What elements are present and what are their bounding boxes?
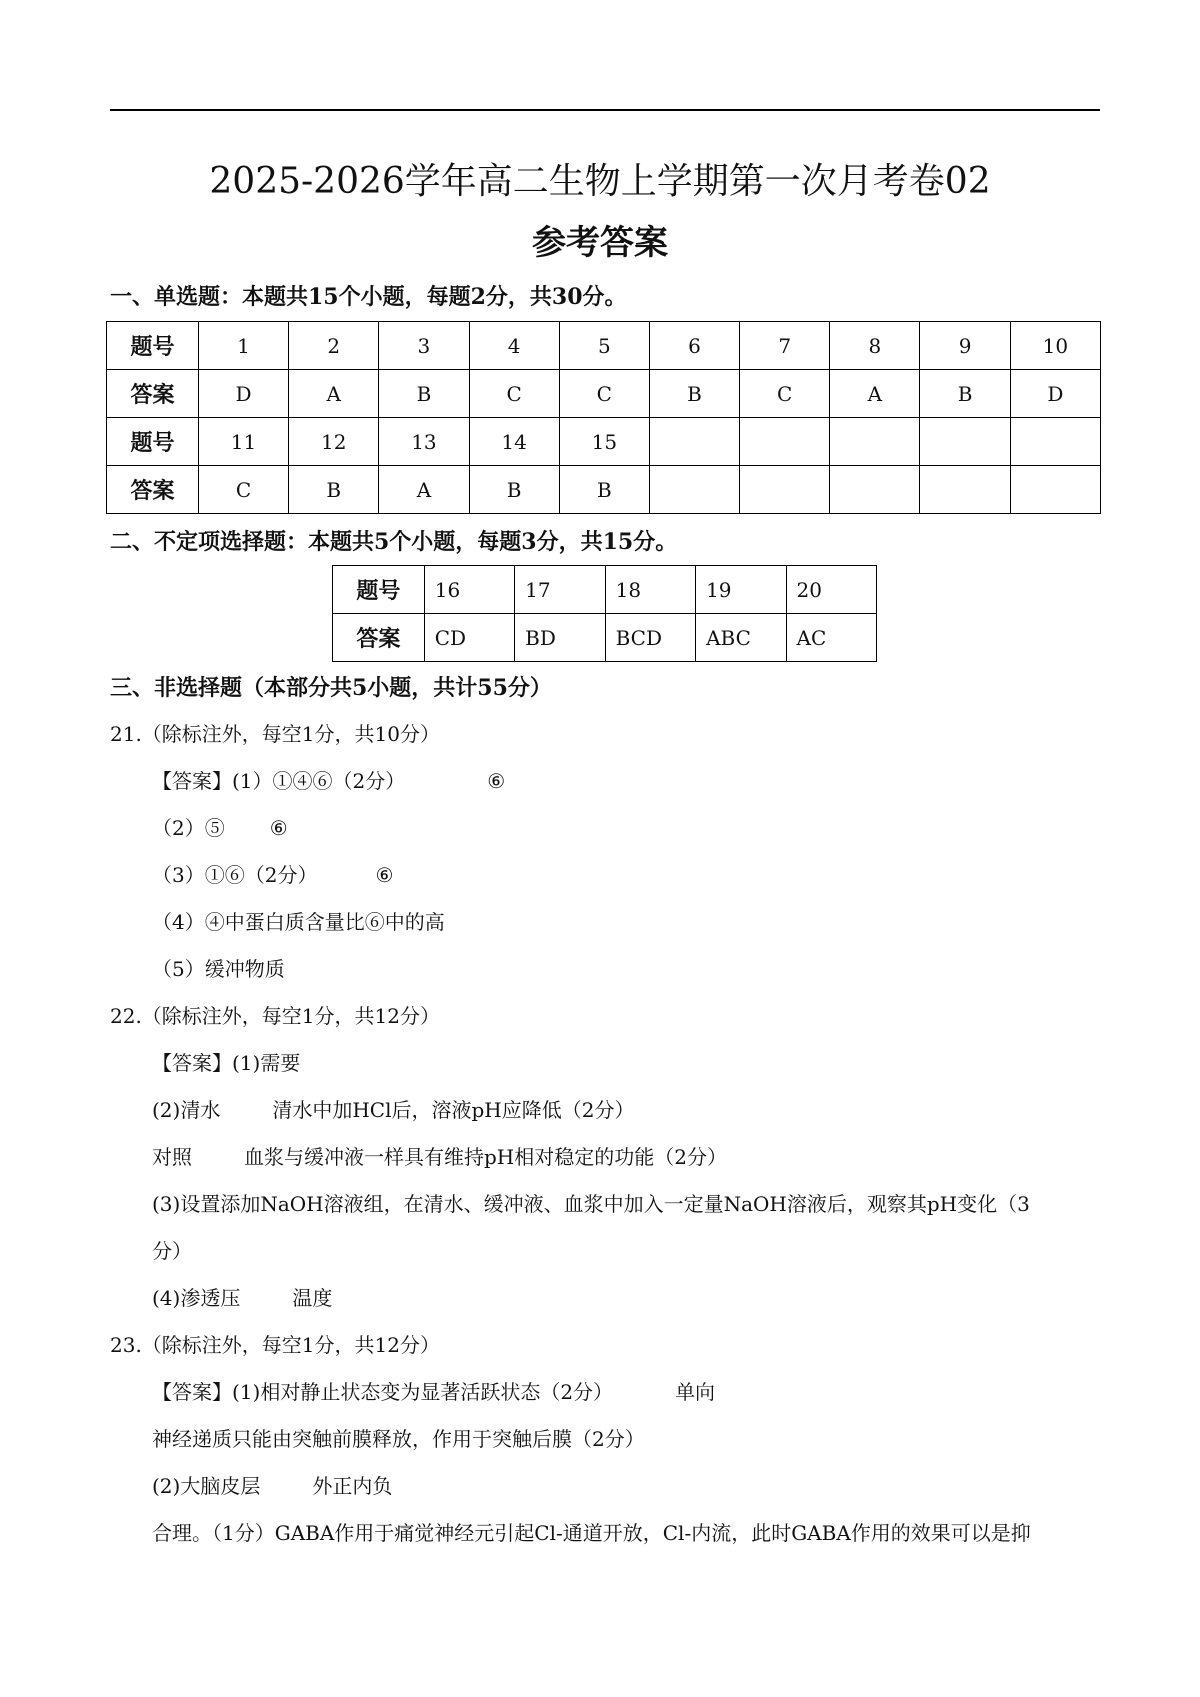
question-number-cell: 2 (289, 322, 379, 370)
q21-line5: （5）缓冲物质 (152, 957, 285, 981)
answer-cell: D (198, 370, 288, 418)
question-number-cell: 20 (786, 566, 876, 614)
question-number-cell: 14 (469, 418, 559, 466)
q23-answer-1b: 单向 (675, 1380, 716, 1404)
multi-choice-answer-table (332, 565, 877, 662)
row-label: 答案 (107, 466, 199, 514)
answer-cell (1010, 466, 1100, 514)
q21-answer-3: （3）①⑥（2分） (152, 863, 318, 887)
answer-row (107, 466, 1101, 514)
section2-heading: 二、不定项选择题：本题共5个小题，每题3分，共15分。 (110, 529, 678, 555)
answer-cell: B (920, 370, 1010, 418)
question-number-cell (1010, 418, 1100, 466)
answer-cell: D (1010, 370, 1100, 418)
answer-cell: C (740, 370, 830, 418)
answer-cell: B (469, 466, 559, 514)
answer-cell: ABC (696, 614, 786, 662)
section3-heading: 三、非选择题（本部分共5小题，共计55分） (110, 675, 552, 701)
q21-line4: （4）④中蛋白质含量比⑥中的高 (152, 910, 445, 934)
q21-answer-1: 【答案】(1）①④⑥（2分） (152, 769, 406, 793)
question-number-cell: 8 (830, 322, 920, 370)
q22-header: 22.（除标注外，每空1分，共12分） (110, 1004, 440, 1028)
q22-answer-6b: 温度 (292, 1286, 333, 1310)
question-number-cell (649, 418, 739, 466)
answer-cell: B (649, 370, 739, 418)
section1-heading: 一、单选题：本题共15个小题，每题2分，共30分。 (110, 284, 627, 310)
question-number-cell (740, 418, 830, 466)
answer-cell: B (289, 466, 379, 514)
q21-answer-2: （2）⑤ (152, 816, 225, 840)
question-number-cell (830, 418, 920, 466)
answer-cell: C (469, 370, 559, 418)
q22-line1: 【答案】(1)需要 (152, 1051, 301, 1075)
answer-cell: BD (515, 614, 605, 662)
q21-answer-3b: ⑥ (375, 863, 394, 887)
q22-answer-3a: 对照 (152, 1145, 192, 1169)
row-label: 题号 (107, 418, 199, 466)
answer-cell: B (379, 370, 469, 418)
answer-cell (740, 466, 830, 514)
question-number-cell: 13 (379, 418, 469, 466)
answer-cell: A (289, 370, 379, 418)
top-rule (110, 109, 1100, 111)
row-label: 题号 (333, 566, 425, 614)
q23-answer-1a: 【答案】(1)相对静止状态变为显著活跃状态（2分） (152, 1380, 614, 1404)
question-number-row (107, 322, 1101, 370)
question-number-row (107, 418, 1101, 466)
q23-line4: 合理。（1分）GABA作用于痛觉神经元引起Cl-通道开放，Cl-内流，此时GABA作用的效果可以是抑 (152, 1521, 1031, 1545)
question-number-cell: 19 (696, 566, 786, 614)
question-number-cell: 18 (605, 566, 695, 614)
q22-answer-6a: (4)渗透压 (152, 1286, 241, 1310)
answer-cell (920, 466, 1010, 514)
answer-cell (830, 466, 920, 514)
answer-cell: BCD (605, 614, 695, 662)
q22-line6 (152, 1284, 332, 1312)
q23-header: 23.（除标注外，每空1分，共12分） (110, 1333, 440, 1357)
row-label: 答案 (333, 614, 425, 662)
answer-cell: C (559, 370, 649, 418)
question-number-cell: 16 (424, 566, 514, 614)
answer-cell (649, 466, 739, 514)
question-number-cell: 9 (920, 322, 1010, 370)
page-subtitle: 参考答案 (532, 223, 668, 263)
question-number-cell: 6 (649, 322, 739, 370)
question-number-row (333, 566, 877, 614)
answer-cell: A (830, 370, 920, 418)
q23-line3 (152, 1472, 392, 1500)
question-number-cell: 3 (379, 322, 469, 370)
q22-answer-2a: (2)清水 (152, 1098, 221, 1122)
q22-line4: (3)设置添加NaOH溶液组，在清水、缓冲液、血浆中加入一定量NaOH溶液后，观察其pH变化（3 (152, 1192, 1030, 1216)
q23-line1 (152, 1378, 715, 1406)
q21-line3 (152, 861, 393, 889)
q23-answer-3b: 外正内负 (312, 1474, 393, 1498)
question-number-cell: 11 (198, 418, 288, 466)
q22-answer-3b: 血浆与缓冲液一样具有维持pH相对稳定的功能（2分） (244, 1145, 727, 1169)
question-number-cell: 5 (559, 322, 649, 370)
question-number-cell: 15 (559, 418, 649, 466)
answer-cell: C (198, 466, 288, 514)
page-title: 2025-2026学年高二生物上学期第一次月考卷02 (209, 161, 991, 202)
q22-answer-2b: 清水中加HCl后，溶液pH应降低（2分） (272, 1098, 635, 1122)
question-number-cell: 1 (198, 322, 288, 370)
answer-cell: AC (786, 614, 876, 662)
q23-answer-3a: (2)大脑皮层 (152, 1474, 261, 1498)
answer-cell: B (559, 466, 649, 514)
question-number-cell: 12 (289, 418, 379, 466)
answer-row (107, 370, 1101, 418)
question-number-cell: 10 (1010, 322, 1100, 370)
answer-row (333, 614, 877, 662)
answer-cell: A (379, 466, 469, 514)
q22-line2 (152, 1096, 634, 1124)
q21-header: 21.（除标注外，每空1分，共10分） (110, 722, 440, 746)
question-number-cell: 17 (515, 566, 605, 614)
q23-line2: 神经递质只能由突触前膜释放，作用于突触后膜（2分） (152, 1427, 645, 1451)
q21-answer-2b: ⑥ (269, 816, 288, 840)
single-choice-answer-table (106, 321, 1101, 514)
question-number-cell: 4 (469, 322, 559, 370)
q21-line1 (152, 767, 505, 795)
answer-cell: CD (424, 614, 514, 662)
q21-line2 (152, 814, 288, 842)
question-number-cell: 7 (740, 322, 830, 370)
q21-answer-1b: ⑥ (487, 769, 506, 793)
row-label: 题号 (107, 322, 199, 370)
q22-line5: 分） (152, 1239, 192, 1263)
row-label: 答案 (107, 370, 199, 418)
question-number-cell (920, 418, 1010, 466)
q22-line3 (152, 1143, 727, 1171)
